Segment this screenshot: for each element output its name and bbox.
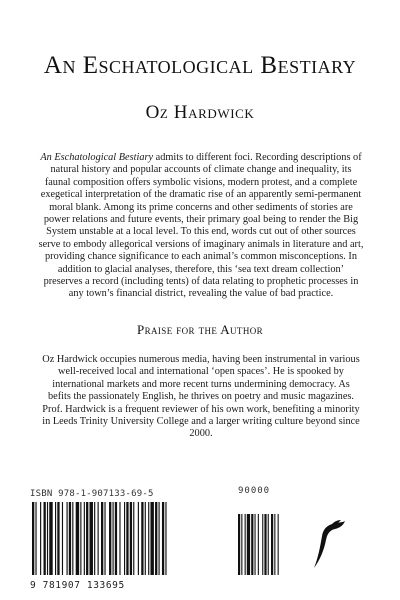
barcode-addon-bar	[278, 514, 279, 575]
barcode-addon-bar	[245, 514, 246, 575]
barcode-bars	[30, 502, 280, 577]
barcode-bar	[47, 502, 48, 575]
barcode-addon-bar	[238, 514, 240, 575]
isbn-label: ISBN 978-1-907133-69-5	[30, 489, 154, 499]
barcode-bar	[62, 502, 63, 575]
barcode-bar	[94, 502, 95, 575]
blurb-paragraph	[38, 152, 364, 301]
barcode-bar	[86, 502, 88, 575]
barcode-addon-bar	[241, 514, 242, 575]
barcode-bar	[101, 502, 103, 575]
barcode-bar	[155, 502, 157, 575]
barcode-bar	[109, 502, 111, 575]
barcode-bar	[165, 502, 166, 575]
book-title: An Eschatological Bestiary	[43, 52, 357, 79]
barcode-bar	[90, 502, 93, 575]
barcode-bar	[55, 502, 56, 575]
blurb-book-title: An Eschatological Bestiary	[40, 152, 154, 163]
praise-heading: Praise for the Author	[136, 322, 264, 337]
barcode-digits: 9 781907 133695	[30, 580, 125, 591]
barcode-bar	[76, 502, 79, 575]
barcode-bar	[49, 502, 52, 575]
barcode-bar	[148, 502, 149, 575]
barcode-bar	[72, 502, 73, 575]
barcode-addon-bar	[271, 514, 273, 575]
barcode-bar	[84, 502, 85, 575]
barcode-bar	[98, 502, 99, 575]
barcode-bar	[69, 502, 71, 575]
barcode-bar	[150, 502, 153, 575]
barcode-bar	[145, 502, 146, 575]
barcode-bar	[115, 502, 117, 575]
barcode-bar	[124, 502, 125, 575]
barcode-addon-bar	[255, 514, 256, 575]
barcode-bar	[32, 502, 34, 575]
barcode-bar	[57, 502, 59, 575]
barcode	[30, 502, 280, 577]
barcode-bar	[141, 502, 143, 575]
barcode-bar	[133, 502, 134, 575]
barcode-bar	[80, 502, 81, 575]
barcode-bar	[138, 502, 139, 575]
barcode-bar	[40, 502, 41, 575]
barcode-addon-bar	[262, 514, 263, 575]
barcode-bar	[44, 502, 46, 575]
price-code: 90000	[238, 486, 271, 496]
barcode-addon-bar	[264, 514, 266, 575]
barcode-addon-bar	[274, 514, 275, 575]
barcode-bar	[119, 502, 120, 575]
barcode-addon-bar	[251, 514, 253, 575]
blurb-text: admits to different foci. Recording descriptions of natural history and popular accounts of climate change and inequality, its faunal composition offers symbolic visions, modern protest, and a complete exegetical interpretation of the dramatic rise of an apparently semi-permanent moral blank. Among its prime concerns and other sediments of stories are power relations and future events, their primary goal being to render the Big System unstable at a local level. To this end, words cut out of other sources serve to embody allegorical versions of imaginary animals in literature and art, providing chance significance to each animal’s common misconceptions. In addition to glacial analyses, therefore, this ‘sea text dream collection’ preserves a record (including tents) of data relating to prophetic processes in any town’s financial district, revealing the value of bad practice.	[38, 152, 364, 300]
barcode-addon-bar	[258, 514, 259, 575]
praise-paragraph: Oz Hardwick occupies numerous media, having been instrumental in various well-received local and international ‘open spaces’. He is spooked by international markets and more recent turns undermining democracy. As befits the passionately English, he thrives on poetry and music magazines. Prof. Hardwick is a frequent reviewer of his own work, benefiting a minority in Leeds Trinity University College and a larger writing culture beyond since 2000.	[42, 354, 360, 440]
author-name: Oz Hardwick	[145, 102, 255, 123]
barcode-bar	[67, 502, 68, 575]
barcode-bar	[104, 502, 105, 575]
publisher-logo-icon	[308, 518, 348, 570]
barcode-bar	[126, 502, 128, 575]
barcode-bar	[113, 502, 114, 575]
barcode-bar	[35, 502, 36, 575]
barcode-bar	[162, 502, 164, 575]
barcode-bar	[159, 502, 160, 575]
barcode-addon-bar	[247, 514, 250, 575]
barcode-addon-bar	[268, 514, 269, 575]
barcode-bar	[130, 502, 132, 575]
